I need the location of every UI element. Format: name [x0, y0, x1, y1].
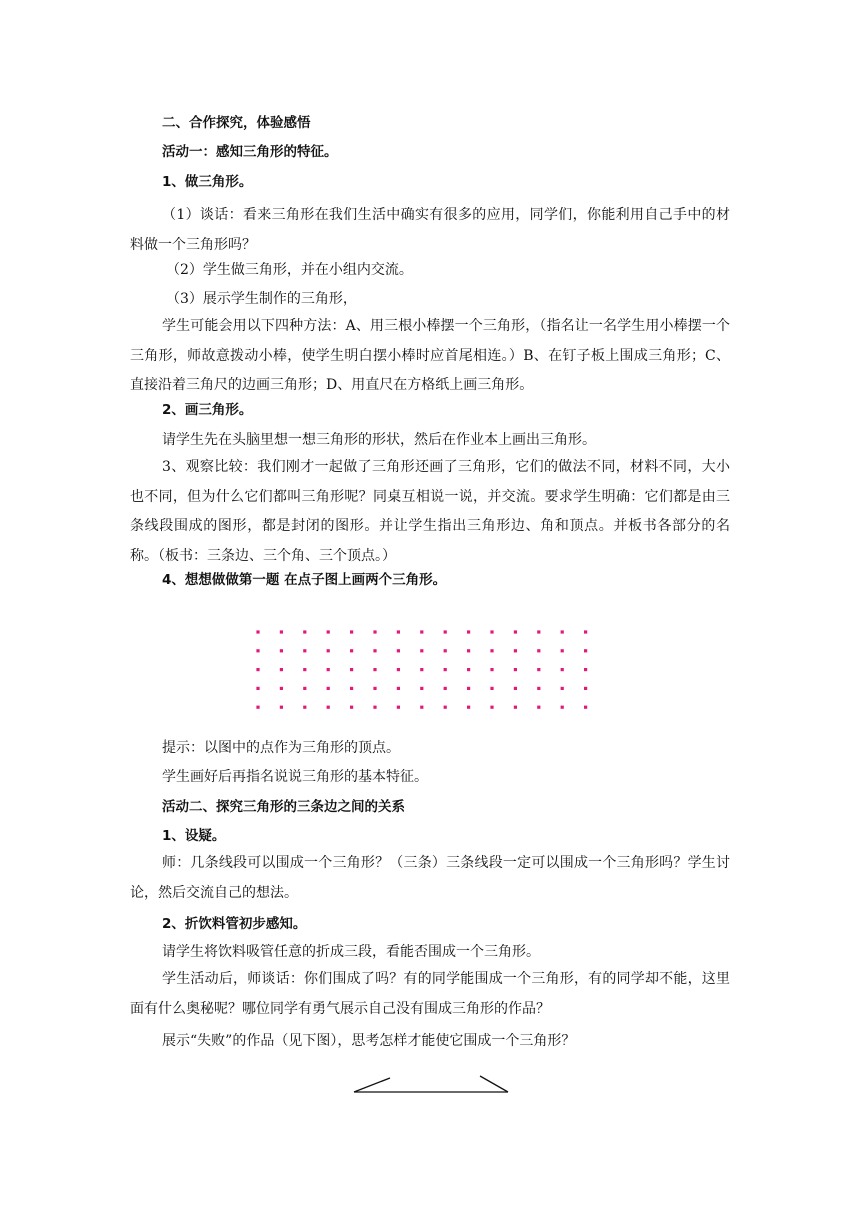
item1-paragraph: （1）谈话：看来三角形在我们生活中确实有很多的应用，同学们，你能利用自己手中的材料做一个三角形吗？	[130, 207, 730, 253]
grid-dot	[397, 687, 400, 690]
grid-dot	[537, 687, 540, 690]
grid-dot	[327, 649, 330, 652]
grid-dot	[280, 687, 283, 690]
grid-dot	[373, 630, 376, 633]
activity2-step2-text3: 展示“失败”的作品（见下图），思考怎样才能使它围成一个三角形？	[162, 1033, 576, 1049]
activity2-step1-paragraph: 师：几条线段可以围成一个三角形？（三条）三条线段一定可以围成一个三角形吗？学生讨论，然后交流自己的想法。	[130, 855, 730, 901]
activity2-step2-title: 2、折饮料管初步感知。	[162, 916, 307, 932]
grid-dot	[514, 630, 517, 633]
grid-dot	[467, 687, 470, 690]
grid-dot	[256, 687, 259, 690]
grid-dot	[350, 706, 353, 709]
activity2-step2-text1: 请学生将饮料吸管任意的折成三段，看能否围成一个三角形。	[162, 944, 540, 960]
grid-dot	[397, 649, 400, 652]
activity2-title: 活动二、探究三角形的三条边之间的关系	[162, 799, 405, 815]
grid-dot	[490, 706, 493, 709]
grid-dot	[256, 668, 259, 671]
grid-dot	[256, 630, 259, 633]
grid-dot	[420, 687, 423, 690]
grid-dot	[327, 630, 330, 633]
grid-dot	[444, 668, 447, 671]
grid-dot	[514, 706, 517, 709]
activity2-step2-paragraph: 学生活动后，师谈话：你们围成了吗？有的同学能围成一个三角形，有的同学却不能，这里面有什么奥秘呢？哪位同学有勇气展示自己没有围成三角形的作品？	[130, 971, 730, 1017]
grid-dot	[514, 668, 517, 671]
grid-dot	[373, 668, 376, 671]
section-title: 二、合作探究，体验感悟	[162, 115, 311, 131]
grid-dot	[584, 706, 587, 709]
grid-dot	[467, 668, 470, 671]
grid-dot	[561, 649, 564, 652]
grid-dot	[467, 706, 470, 709]
grid-dot	[350, 668, 353, 671]
grid-dot	[584, 649, 587, 652]
grid-dot	[303, 668, 306, 671]
grid-dot	[373, 649, 376, 652]
activity1-title: 活动一：感知三角形的特征。	[162, 144, 338, 160]
step2-text: 请学生先在头脑里想一想三角形的形状，然后在作业本上画出三角形。	[162, 432, 596, 448]
grid-dot	[280, 668, 283, 671]
grid-dot	[303, 649, 306, 652]
grid-dot	[490, 630, 493, 633]
grid-dot	[537, 706, 540, 709]
grid-dot	[420, 630, 423, 633]
straw-left-segment	[354, 1078, 390, 1092]
grid-dot	[303, 630, 306, 633]
step1-title: 1、做三角形。	[162, 174, 253, 190]
step2-title: 2、画三角形。	[162, 402, 253, 418]
grid-dot	[303, 706, 306, 709]
grid-dot	[280, 706, 283, 709]
grid-dot	[280, 630, 283, 633]
grid-dot	[256, 649, 259, 652]
grid-dot	[350, 687, 353, 690]
failed-triangle-figure	[340, 1068, 520, 1108]
grid-dot	[373, 706, 376, 709]
grid-dot	[350, 630, 353, 633]
grid-dot	[420, 668, 423, 671]
straw-right-segment	[480, 1076, 508, 1092]
grid-dot	[397, 706, 400, 709]
grid-dot	[444, 630, 447, 633]
grid-dot	[537, 630, 540, 633]
grid-dot	[373, 687, 376, 690]
grid-dot	[327, 706, 330, 709]
grid-dot	[537, 668, 540, 671]
grid-dot	[397, 630, 400, 633]
grid-dot	[490, 668, 493, 671]
after-text: 学生画好后再指名说说三角形的基本特征。	[162, 769, 428, 785]
grid-dot	[561, 706, 564, 709]
hint-text: 提示：以图中的点作为三角形的顶点。	[162, 740, 400, 756]
grid-dot	[256, 706, 259, 709]
grid-dot	[490, 687, 493, 690]
grid-dot	[350, 649, 353, 652]
step4-title: 4、想想做做第一题 在点子图上画两个三角形。	[162, 572, 447, 588]
grid-dot	[444, 706, 447, 709]
grid-dot	[327, 668, 330, 671]
grid-dot	[280, 649, 283, 652]
grid-dot	[420, 706, 423, 709]
step3-paragraph: 3、观察比较：我们刚才一起做了三角形还画了三角形，它们的做法不同，材料不同，大小也不同，但为什么它们都叫三角形呢？同桌互相说一说，并交流。要求学生明确：它们都是由三条线段围成的图形，都是封闭的图形。并让学生指出三角形边、角和顶点。并板书各部分的名称。（板书：三条边、三个角、三个顶点。）	[130, 459, 730, 564]
item3-text: （3）展示学生制作的三角形，	[166, 291, 357, 307]
grid-dot	[561, 668, 564, 671]
grid-dot	[444, 687, 447, 690]
grid-dot	[584, 668, 587, 671]
grid-dot	[514, 649, 517, 652]
grid-dot	[467, 630, 470, 633]
activity2-step1-title: 1、设疑。	[162, 828, 226, 844]
grid-dot	[584, 630, 587, 633]
grid-dot	[490, 649, 493, 652]
grid-dot	[467, 649, 470, 652]
methods-paragraph: 学生可能会用以下四种方法：A、用三根小棒摆一个三角形，（指名让一名学生用小棒摆一个三角形，师故意拨动小棒，使学生明白摆小棒时应首尾相连。）B、在钉子板上围成三角形；C、直接沿着三角尺的边画三角形；D、用直尺在方格纸上画三角形。	[130, 318, 730, 393]
grid-dot	[420, 649, 423, 652]
grid-dot	[397, 668, 400, 671]
grid-dot	[561, 687, 564, 690]
item2-text: （2）学生做三角形，并在小组内交流。	[166, 262, 413, 278]
grid-dot	[561, 630, 564, 633]
grid-dot	[537, 649, 540, 652]
grid-dot	[584, 687, 587, 690]
grid-dot	[514, 687, 517, 690]
grid-dot	[327, 687, 330, 690]
dot-grid-figure	[240, 620, 620, 720]
grid-dot	[444, 649, 447, 652]
grid-dot	[303, 687, 306, 690]
